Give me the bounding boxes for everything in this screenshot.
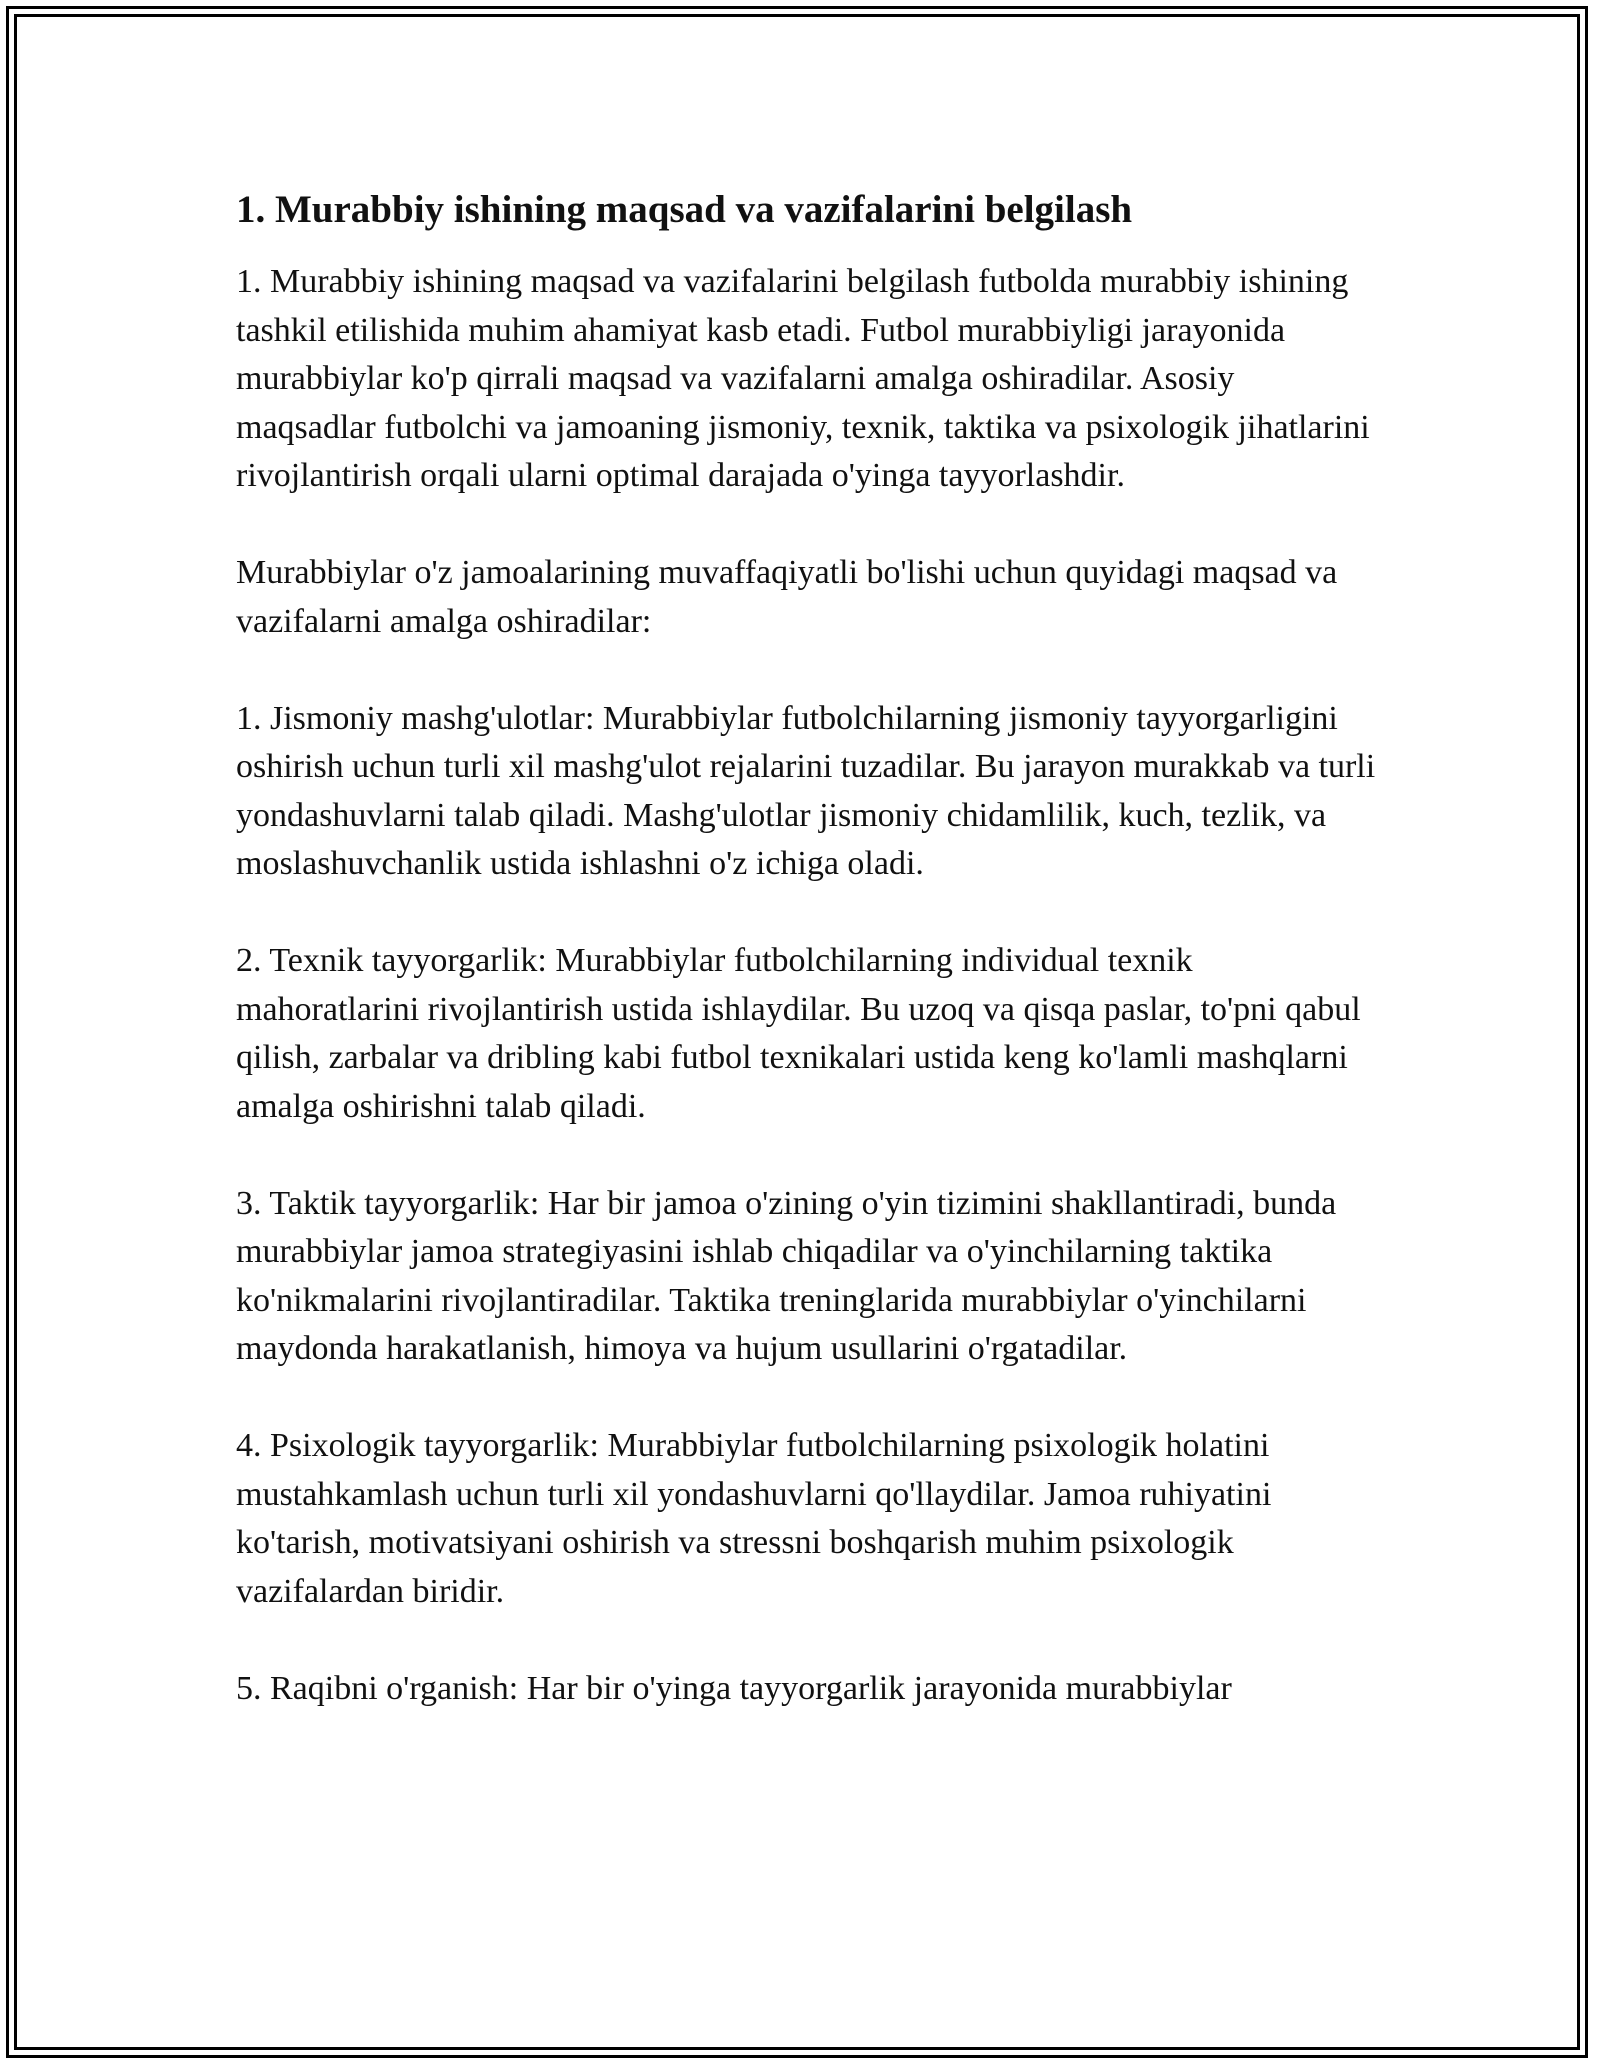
tasks-intro-paragraph: Murabbiylar o'z jamoalarining muvaffaqiyatli bo'lishi uchun quyidagi maqsad va vazifalarni amalga oshiradilar: <box>236 554 1338 640</box>
technical-training-paragraph: 2. Texnik tayyorgarlik: Murabbiylar futbolchilarning individual texnik mahoratlarini rivojlantirish ustida ishlaydilar. Bu uzoq va qisqa paslar, to'pni qabul qilish, zarbalar va dribling kabi futbol texnikalari ustida keng ko'lamli mashqlarni amalga oshirishni talab qiladi. <box>236 942 1361 1125</box>
opponent-study-paragraph: 5. Raqibni o'rganish: Har bir o'yinga tayyorgarlik jarayonida murabbiylar <box>236 1669 1232 1707</box>
physical-training-paragraph: 1. Jismoniy mashg'ulotlar: Murabbiylar futbolchilarning jismoniy tayyorgarligini oshirish uchun turli xil mashg'ulot rejalarini tuzadilar. Bu jarayon murakkab va turli yondashuvlarni talab qiladi. Mashg'ulotlar jismoniy chidamlilik, kuch, tezlik, va moslashuvchanlik ustida ishlashni o'z ichiga oladi. <box>236 699 1376 882</box>
intro-paragraph: 1. Murabbiy ishining maqsad va vazifalarini belgilash futbolda murabbiy ishining tashkil etilishida muhim ahamiyat kasb etadi. Futbol murabbiyligi jarayonida murabbiylar ko'p qirrali maqsad va vazifalarni amalga oshiradilar. Asosiy maqsadlar futbolchi va jamoaning jismoniy, texnik, taktika va psixologik jihatlarini rivojlantirish orqali ularni optimal darajada o'yinga tayyorlashdir. <box>236 263 1370 494</box>
tactical-training-paragraph: 3. Taktik tayyorgarlik: Har bir jamoa o'zining o'yin tizimini shakllantiradi, bunda murabbiylar jamoa strategiyasini ishlab chiqadilar va o'yinchilarning taktika ko'nikmalarini rivojlantiradilar. Taktika treninglarida murabbiylar o'yinchilarni maydonda harakatlanish, himoya va hujum usullarini o'rgatadilar. <box>236 1184 1337 1367</box>
psychological-training-paragraph: 4. Psixologik tayyorgarlik: Murabbiylar futbolchilarning psixologik holatini mustahkamlash uchun turli xil yondashuvlarni qo'llaydilar. Jamoa ruhiyatini ko'tarish, motivatsiyani oshirish va stressni boshqarish muhim psixologik vazifalardan biridir. <box>236 1427 1272 1610</box>
document-title: 1. Murabbiy ishining maqsad va vazifalarini belgilash <box>236 188 1133 231</box>
document-body <box>236 186 1376 1762</box>
